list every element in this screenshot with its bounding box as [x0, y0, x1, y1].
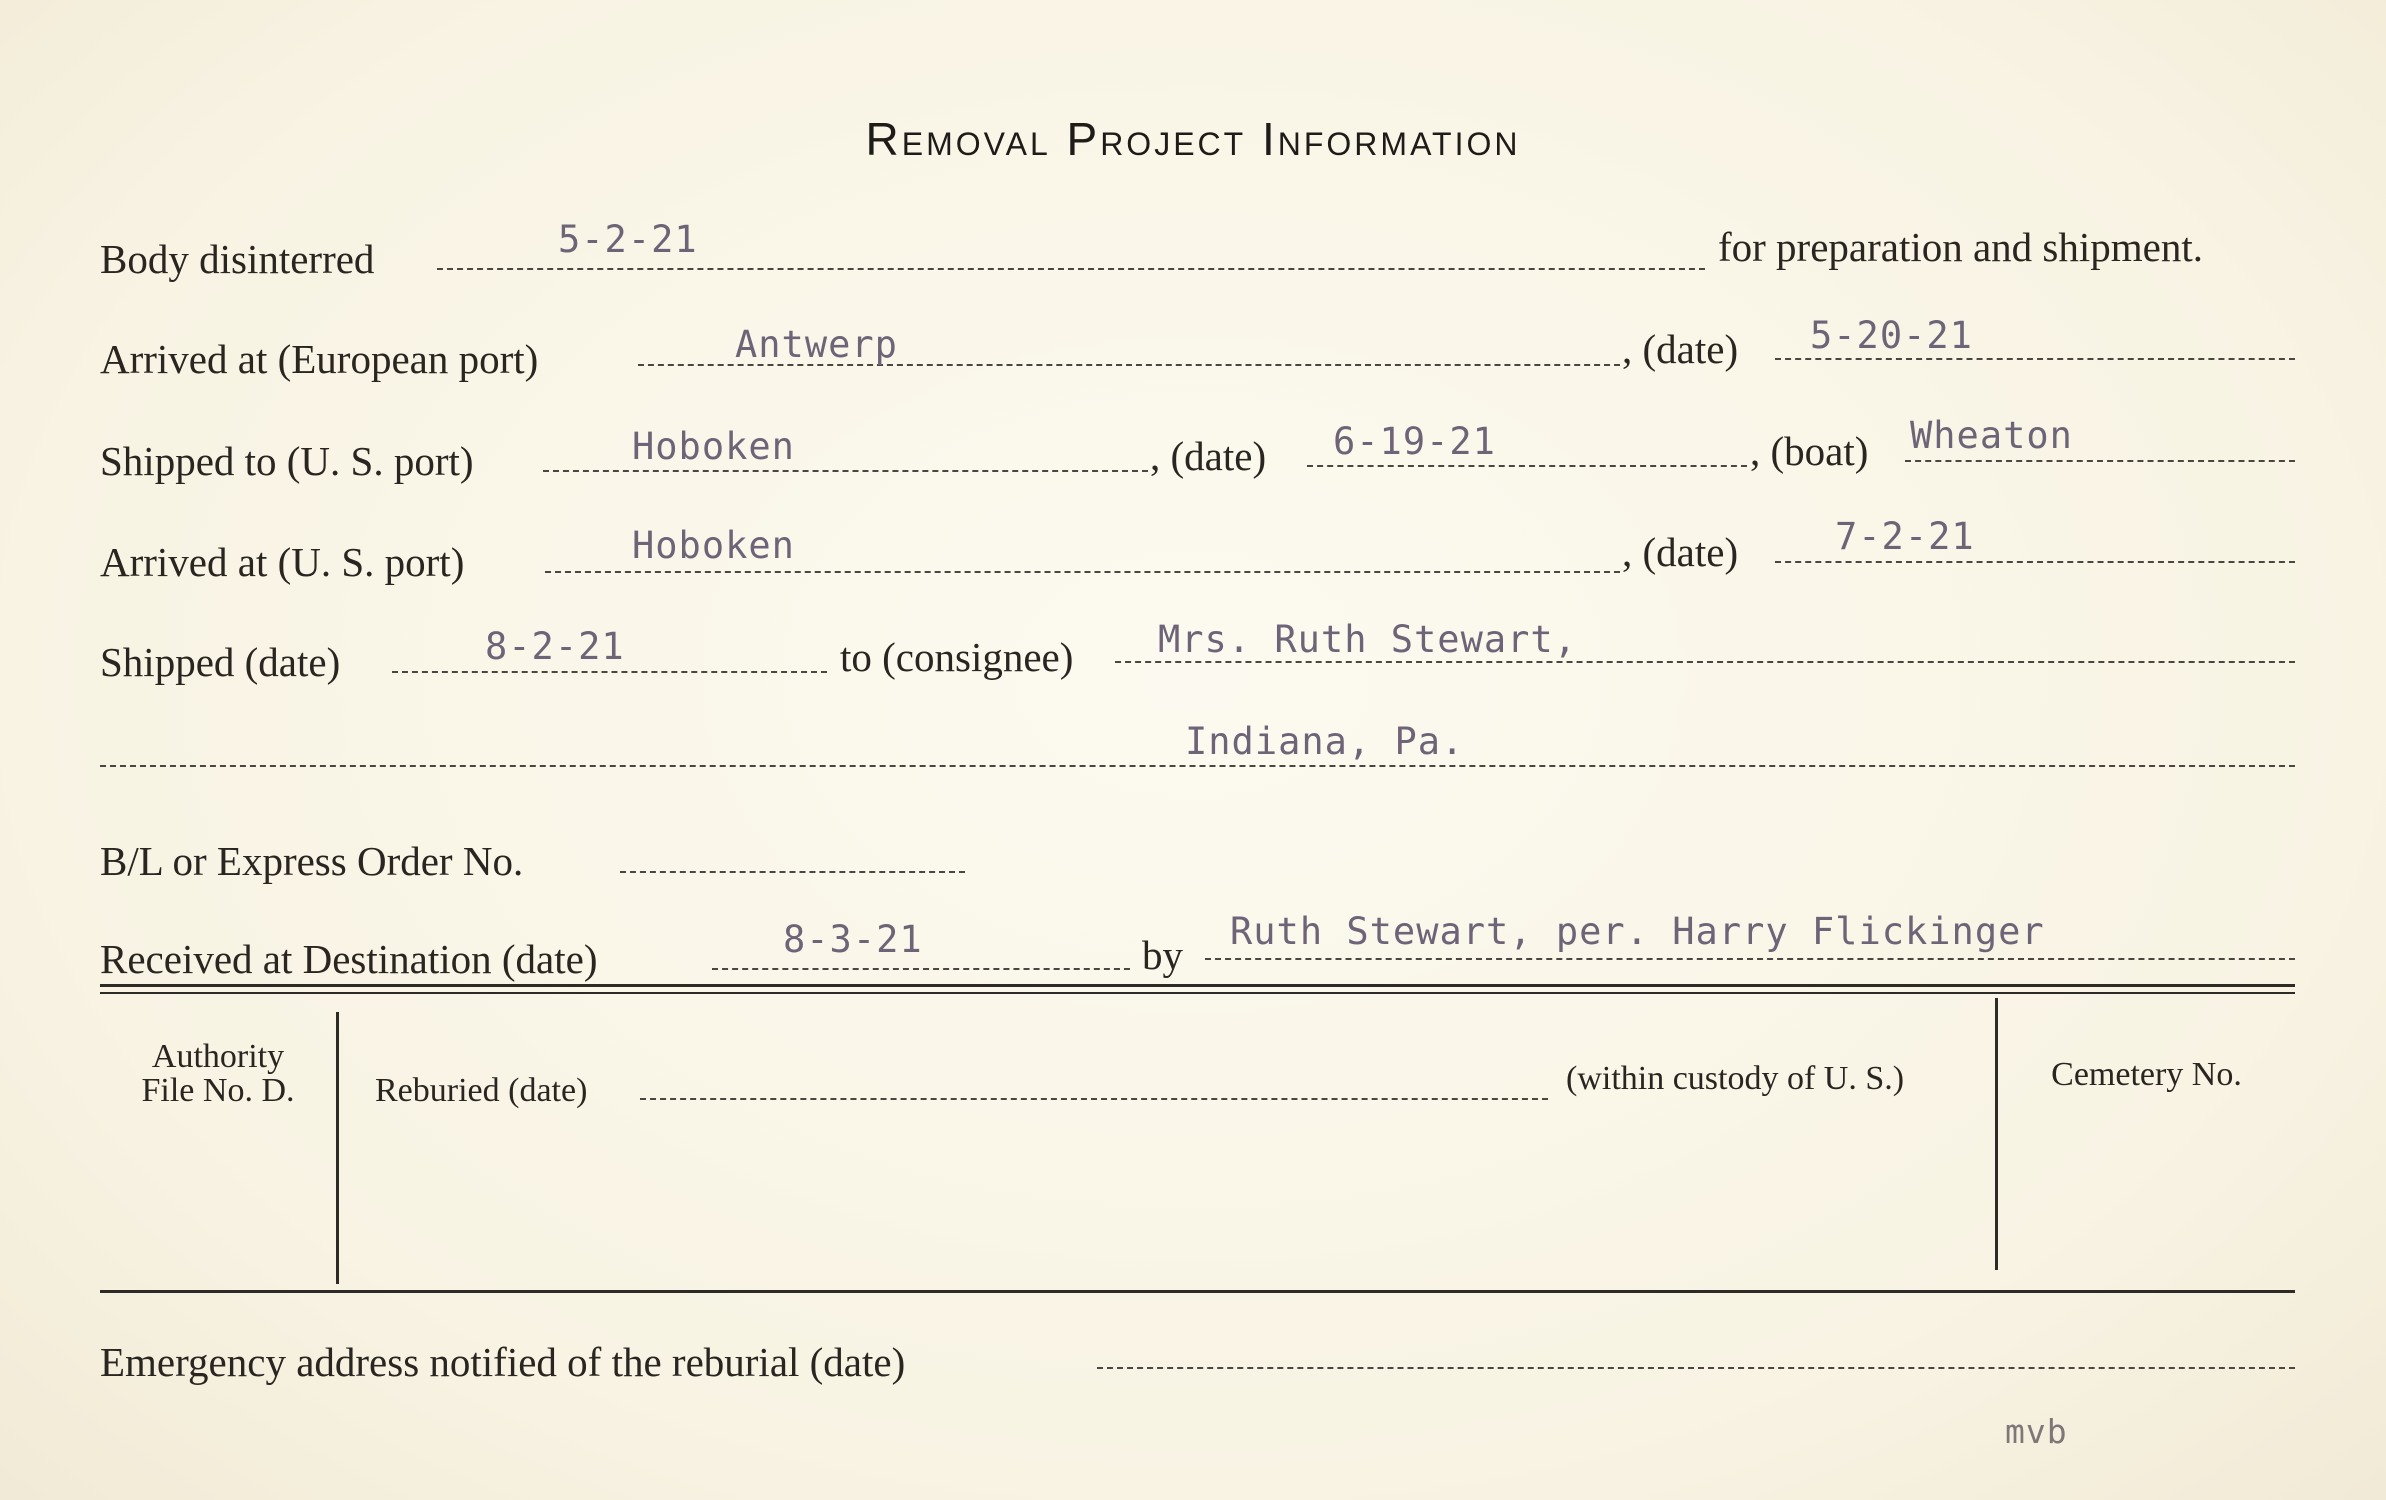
custody-label: (within custody of U. S.) — [1566, 1060, 1905, 1097]
page-title: Removal Project Information — [865, 113, 1521, 165]
shipped-label: Shipped (date) — [100, 639, 341, 685]
arrived-eu-date-line — [1775, 358, 2295, 360]
consignee-line — [1115, 661, 2295, 663]
shipped-us-boat-line — [1905, 460, 2295, 462]
table-top-rule — [100, 984, 2295, 987]
clerk-initials: mvb — [2005, 1412, 2068, 1451]
table-top-rule-inner — [100, 992, 2295, 994]
shipped-us-date: 6-19-21 — [1333, 420, 1496, 463]
shipped-us-label: Shipped to (U. S. port) — [100, 438, 474, 484]
table-divider-left — [336, 1012, 339, 1284]
received-date-line — [712, 968, 1130, 970]
disinterred-label: Body disinterred — [100, 236, 375, 282]
shipped-us-boat: Wheaton — [1910, 414, 2073, 457]
arrived-us-date: 7-2-21 — [1835, 515, 1975, 558]
cemetery-label: Cemetery No. — [2051, 1056, 2242, 1093]
disinterred-line — [437, 268, 1705, 270]
authority-label-1: Authority — [151, 1038, 285, 1075]
received-by-label: by — [1142, 932, 1183, 978]
shipped-us-boat-label: , (boat) — [1750, 428, 1869, 474]
bl-label: B/L or Express Order No. — [100, 838, 524, 884]
shipped-us-date-line — [1307, 465, 1747, 467]
consignee-name: Mrs. Ruth Stewart, — [1158, 618, 1577, 661]
reburied-line — [640, 1098, 1548, 1100]
consignee-address-line — [100, 765, 2295, 767]
arrived-us-date-label: , (date) — [1622, 529, 1739, 575]
bl-line — [620, 871, 965, 873]
received-date: 8-3-21 — [783, 918, 923, 961]
emergency-label: Emergency address notified of the reburial (date) — [100, 1339, 906, 1385]
arrived-eu-label: Arrived at (European port) — [100, 336, 539, 382]
shipped-us-date-label: , (date) — [1150, 433, 1267, 479]
disinterred-suffix: for preparation and shipment. — [1718, 224, 2204, 270]
arrived-us-port-line — [545, 571, 1620, 573]
consignee-address: Indiana, Pa. — [1185, 720, 1465, 763]
shipped-us-port: Hoboken — [632, 425, 795, 468]
emergency-line — [1097, 1367, 2295, 1369]
arrived-us-date-line — [1775, 561, 2295, 563]
authority-label-2: File No. D. — [141, 1072, 295, 1109]
arrived-eu-date: 5-20-21 — [1810, 314, 1973, 357]
shipped-us-port-line — [543, 470, 1148, 472]
received-label: Received at Destination (date) — [100, 936, 598, 982]
arrived-us-port: Hoboken — [632, 524, 795, 567]
received-by-line — [1205, 958, 2295, 960]
table-bottom-rule — [100, 1290, 2295, 1293]
table-divider-right — [1995, 998, 1998, 1270]
disinterred-date: 5-2-21 — [558, 218, 698, 261]
arrived-eu-port: Antwerp — [735, 323, 898, 366]
arrived-eu-date-label: , (date) — [1622, 326, 1739, 372]
received-by: Ruth Stewart, per. Harry Flickinger — [1230, 910, 2045, 953]
consignee-label: to (consignee) — [840, 634, 1074, 680]
reburied-label: Reburied (date) — [375, 1072, 588, 1109]
authority-header — [100, 1040, 336, 1108]
arrived-us-label: Arrived at (U. S. port) — [100, 539, 465, 585]
shipped-date: 8-2-21 — [485, 625, 625, 668]
shipped-date-line — [392, 671, 827, 673]
